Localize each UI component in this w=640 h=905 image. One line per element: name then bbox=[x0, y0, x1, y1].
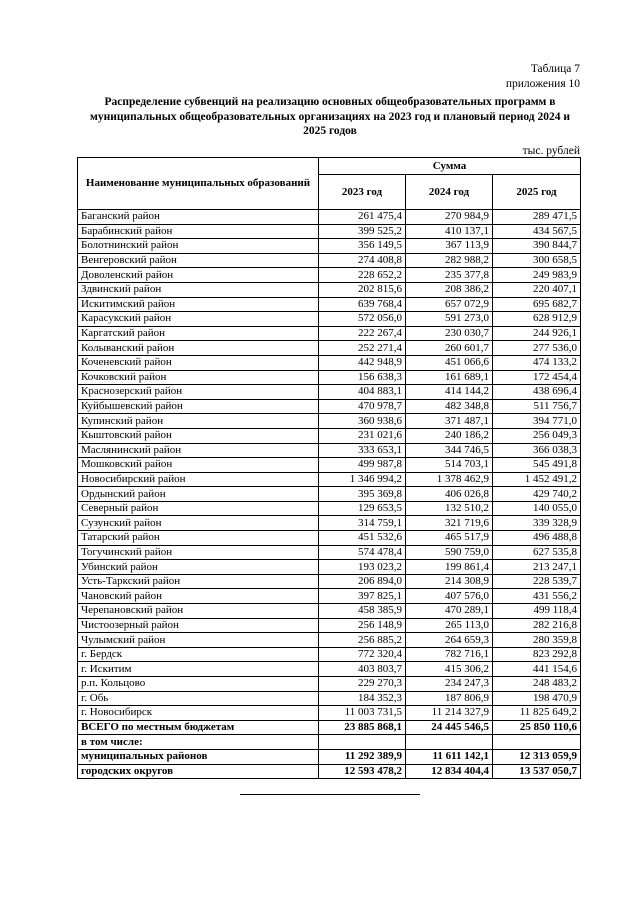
table-row bbox=[78, 604, 581, 619]
amount-cell: 590 759,0 bbox=[406, 545, 493, 560]
amount-cell: 282 216,8 bbox=[493, 618, 581, 633]
municipality-name: Купинский район bbox=[78, 414, 319, 429]
amount-cell: 772 320,4 bbox=[319, 647, 406, 662]
amount-cell: 132 510,2 bbox=[406, 501, 493, 516]
table-row bbox=[78, 458, 581, 473]
amount-cell: 627 535,8 bbox=[493, 545, 581, 560]
table-row bbox=[78, 589, 581, 604]
amount-cell: 11 825 649,2 bbox=[493, 706, 581, 721]
amount-cell: 451 066,6 bbox=[406, 355, 493, 370]
amount-cell: 161 689,1 bbox=[406, 370, 493, 385]
amount-cell: 397 825,1 bbox=[319, 589, 406, 604]
municipal-row bbox=[78, 749, 581, 764]
amount-cell: 395 369,8 bbox=[319, 487, 406, 502]
table-row bbox=[78, 662, 581, 677]
amount-cell: 410 137,1 bbox=[406, 224, 493, 239]
municipality-name: Карасукский район bbox=[78, 312, 319, 327]
amount-cell: 470 978,7 bbox=[319, 399, 406, 414]
table-row bbox=[78, 472, 581, 487]
urban-row bbox=[78, 764, 581, 779]
amount-cell: 321 719,6 bbox=[406, 516, 493, 531]
column-header-year: 2024 год bbox=[406, 175, 493, 210]
amount-cell: 282 988,2 bbox=[406, 253, 493, 268]
municipal-2025: 12 313 059,9 bbox=[493, 749, 581, 764]
amount-cell: 404 883,1 bbox=[319, 385, 406, 400]
table-number: Таблица 7 bbox=[530, 63, 580, 75]
municipality-name: Венгеровский район bbox=[78, 253, 319, 268]
table-row bbox=[78, 385, 581, 400]
subsidy-table bbox=[77, 157, 581, 779]
amount-cell: 249 983,9 bbox=[493, 268, 581, 283]
municipality-name: Болотнинский район bbox=[78, 239, 319, 254]
municipality-name: Мошковский район bbox=[78, 458, 319, 473]
amount-cell: 230 030,7 bbox=[406, 326, 493, 341]
amount-cell: 184 352,3 bbox=[319, 691, 406, 706]
amount-cell: 199 861,4 bbox=[406, 560, 493, 575]
municipality-name: Каргатский район bbox=[78, 326, 319, 341]
municipality-name: Татарский район bbox=[78, 531, 319, 546]
municipality-name: Черепановский район bbox=[78, 604, 319, 619]
municipality-name: р.п. Кольцово bbox=[78, 677, 319, 692]
footer-divider bbox=[240, 794, 420, 795]
amount-cell: 198 470,9 bbox=[493, 691, 581, 706]
municipality-name: Коченевский район bbox=[78, 355, 319, 370]
amount-cell: 465 517,9 bbox=[406, 531, 493, 546]
municipality-name: г. Новосибирск bbox=[78, 706, 319, 721]
amount-cell: 367 113,9 bbox=[406, 239, 493, 254]
amount-cell: 193 023,2 bbox=[319, 560, 406, 575]
municipality-name: Новосибирский район bbox=[78, 472, 319, 487]
urban-2024: 12 834 404,4 bbox=[406, 764, 493, 779]
table-row bbox=[78, 399, 581, 414]
amount-cell: 339 328,9 bbox=[493, 516, 581, 531]
amount-cell: 499 118,4 bbox=[493, 604, 581, 619]
amount-cell: 314 759,1 bbox=[319, 516, 406, 531]
municipality-name: Краснозерский район bbox=[78, 385, 319, 400]
municipality-name: Куйбышевский район bbox=[78, 399, 319, 414]
table-row bbox=[78, 691, 581, 706]
amount-cell: 657 072,9 bbox=[406, 297, 493, 312]
amount-cell: 1 378 462,9 bbox=[406, 472, 493, 487]
amount-cell: 187 806,9 bbox=[406, 691, 493, 706]
amount-cell: 441 154,6 bbox=[493, 662, 581, 677]
amount-cell: 431 556,2 bbox=[493, 589, 581, 604]
amount-cell: 451 532,6 bbox=[319, 531, 406, 546]
amount-cell: 228 652,2 bbox=[319, 268, 406, 283]
municipality-name: Искитимский район bbox=[78, 297, 319, 312]
amount-cell: 229 270,3 bbox=[319, 677, 406, 692]
amount-cell: 474 133,2 bbox=[493, 355, 581, 370]
municipal-2023: 11 292 389,9 bbox=[319, 749, 406, 764]
amount-cell: 228 539,7 bbox=[493, 574, 581, 589]
amount-cell: 782 716,1 bbox=[406, 647, 493, 662]
amount-cell: 214 308,9 bbox=[406, 574, 493, 589]
amount-cell: 639 768,4 bbox=[319, 297, 406, 312]
municipality-name: Кыштовский район bbox=[78, 428, 319, 443]
municipality-name: Убинский район bbox=[78, 560, 319, 575]
table-row bbox=[78, 501, 581, 516]
table-row bbox=[78, 414, 581, 429]
amount-cell: 264 659,3 bbox=[406, 633, 493, 648]
table-row bbox=[78, 312, 581, 327]
amount-cell: 394 771,0 bbox=[493, 414, 581, 429]
amount-cell: 514 703,1 bbox=[406, 458, 493, 473]
amount-cell: 407 576,0 bbox=[406, 589, 493, 604]
amount-cell: 458 385,9 bbox=[319, 604, 406, 619]
amount-cell: 11 214 327,9 bbox=[406, 706, 493, 721]
table-row bbox=[78, 487, 581, 502]
municipal-label: муниципальных районов bbox=[78, 749, 319, 764]
amount-cell: 360 938,6 bbox=[319, 414, 406, 429]
municipality-name: Барабинский район bbox=[78, 224, 319, 239]
urban-2023: 12 593 478,2 bbox=[319, 764, 406, 779]
amount-cell: 574 478,4 bbox=[319, 545, 406, 560]
amount-cell: 356 149,5 bbox=[319, 239, 406, 254]
units-label: тыс. рублей bbox=[522, 145, 580, 157]
municipality-name: Доволенский район bbox=[78, 268, 319, 283]
table-row bbox=[78, 677, 581, 692]
table-row bbox=[78, 516, 581, 531]
municipality-name: Усть-Таркский район bbox=[78, 574, 319, 589]
amount-cell: 252 271,4 bbox=[319, 341, 406, 356]
amount-cell: 140 055,0 bbox=[493, 501, 581, 516]
amount-cell: 270 984,9 bbox=[406, 210, 493, 225]
amount-cell: 208 386,2 bbox=[406, 282, 493, 297]
amount-cell: 289 471,5 bbox=[493, 210, 581, 225]
amount-cell: 265 113,0 bbox=[406, 618, 493, 633]
amount-cell: 129 653,5 bbox=[319, 501, 406, 516]
amount-cell: 220 407,1 bbox=[493, 282, 581, 297]
table-row bbox=[78, 706, 581, 721]
amount-cell: 511 756,7 bbox=[493, 399, 581, 414]
amount-cell: 438 696,4 bbox=[493, 385, 581, 400]
amount-cell: 628 912,9 bbox=[493, 312, 581, 327]
amount-cell: 256 148,9 bbox=[319, 618, 406, 633]
table-row bbox=[78, 428, 581, 443]
amount-cell: 545 491,8 bbox=[493, 458, 581, 473]
municipality-name: Чистоозерный район bbox=[78, 618, 319, 633]
urban-label: городских округов bbox=[78, 764, 319, 779]
amount-cell: 414 144,2 bbox=[406, 385, 493, 400]
amount-cell: 260 601,7 bbox=[406, 341, 493, 356]
amount-cell: 390 844,7 bbox=[493, 239, 581, 254]
column-header-name: Наименование муниципальных образований bbox=[78, 158, 319, 210]
amount-cell: 434 567,5 bbox=[493, 224, 581, 239]
municipality-name: г. Искитим bbox=[78, 662, 319, 677]
table-row bbox=[78, 633, 581, 648]
total-label: ВСЕГО по местным бюджетам bbox=[78, 720, 319, 735]
municipality-name: Кочковский район bbox=[78, 370, 319, 385]
amount-cell: 371 487,1 bbox=[406, 414, 493, 429]
amount-cell: 300 658,5 bbox=[493, 253, 581, 268]
municipality-name: Колыванский район bbox=[78, 341, 319, 356]
municipality-name: г. Обь bbox=[78, 691, 319, 706]
table-row bbox=[78, 545, 581, 560]
table-row bbox=[78, 268, 581, 283]
amount-cell: 261 475,4 bbox=[319, 210, 406, 225]
amount-cell: 274 408,8 bbox=[319, 253, 406, 268]
amount-cell: 172 454,4 bbox=[493, 370, 581, 385]
amount-cell: 403 803,7 bbox=[319, 662, 406, 677]
column-header-year: 2025 год bbox=[493, 175, 581, 210]
table-row bbox=[78, 239, 581, 254]
amount-cell: 280 359,8 bbox=[493, 633, 581, 648]
amount-cell: 333 653,1 bbox=[319, 443, 406, 458]
amount-cell: 442 948,9 bbox=[319, 355, 406, 370]
amount-cell: 11 003 731,5 bbox=[319, 706, 406, 721]
amount-cell: 206 894,0 bbox=[319, 574, 406, 589]
document-title: Распределение субвенций на реализацию основных общеобразовательных программ в муниципальных общеобразовательных организациях на 2023 год и плановый период 2024 и 2025 годов bbox=[90, 96, 570, 137]
municipality-name: г. Бердск bbox=[78, 647, 319, 662]
amount-cell: 248 483,2 bbox=[493, 677, 581, 692]
amount-cell: 591 273,0 bbox=[406, 312, 493, 327]
urban-2025: 13 537 050,7 bbox=[493, 764, 581, 779]
amount-cell: 695 682,7 bbox=[493, 297, 581, 312]
table-row bbox=[78, 326, 581, 341]
table-row bbox=[78, 210, 581, 225]
municipality-name: Чулымский район bbox=[78, 633, 319, 648]
amount-cell: 406 026,8 bbox=[406, 487, 493, 502]
table-summary bbox=[78, 720, 581, 778]
municipality-name: Северный район bbox=[78, 501, 319, 516]
amount-cell: 231 021,6 bbox=[319, 428, 406, 443]
amount-cell: 235 377,8 bbox=[406, 268, 493, 283]
table-row bbox=[78, 224, 581, 239]
total-row bbox=[78, 720, 581, 735]
table-body bbox=[78, 210, 581, 721]
municipality-name: Чановский район bbox=[78, 589, 319, 604]
amount-cell: 256 049,3 bbox=[493, 428, 581, 443]
amount-cell: 240 186,2 bbox=[406, 428, 493, 443]
amount-cell: 202 815,6 bbox=[319, 282, 406, 297]
municipality-name: Баганский район bbox=[78, 210, 319, 225]
amount-cell: 470 289,1 bbox=[406, 604, 493, 619]
table-row bbox=[78, 297, 581, 312]
amount-cell: 277 536,0 bbox=[493, 341, 581, 356]
appendix-label: приложения 10 bbox=[505, 78, 580, 90]
amount-cell: 244 926,1 bbox=[493, 326, 581, 341]
municipality-name: Ордынский район bbox=[78, 487, 319, 502]
amount-cell: 415 306,2 bbox=[406, 662, 493, 677]
amount-cell: 1 452 491,2 bbox=[493, 472, 581, 487]
table-row bbox=[78, 253, 581, 268]
including-row bbox=[78, 735, 581, 750]
amount-cell: 213 247,1 bbox=[493, 560, 581, 575]
amount-cell: 234 247,3 bbox=[406, 677, 493, 692]
amount-cell: 366 038,3 bbox=[493, 443, 581, 458]
total-2023: 23 885 868,1 bbox=[319, 720, 406, 735]
municipality-name: Сузунский район bbox=[78, 516, 319, 531]
amount-cell: 823 292,8 bbox=[493, 647, 581, 662]
table-row bbox=[78, 531, 581, 546]
table-row bbox=[78, 282, 581, 297]
amount-cell: 496 488,8 bbox=[493, 531, 581, 546]
amount-cell: 482 348,8 bbox=[406, 399, 493, 414]
amount-cell: 222 267,4 bbox=[319, 326, 406, 341]
municipality-name: Маслянинский район bbox=[78, 443, 319, 458]
including-label: в том числе: bbox=[78, 735, 319, 750]
table-row bbox=[78, 618, 581, 633]
column-header-sum: Сумма bbox=[319, 158, 581, 175]
amount-cell: 399 525,2 bbox=[319, 224, 406, 239]
municipal-2024: 11 611 142,1 bbox=[406, 749, 493, 764]
table-row bbox=[78, 341, 581, 356]
amount-cell: 1 346 994,2 bbox=[319, 472, 406, 487]
amount-cell: 256 885,2 bbox=[319, 633, 406, 648]
amount-cell: 429 740,2 bbox=[493, 487, 581, 502]
municipality-name: Тогучинский район bbox=[78, 545, 319, 560]
amount-cell: 499 987,8 bbox=[319, 458, 406, 473]
amount-cell: 344 746,5 bbox=[406, 443, 493, 458]
amount-cell: 572 056,0 bbox=[319, 312, 406, 327]
table-row bbox=[78, 560, 581, 575]
table-row bbox=[78, 370, 581, 385]
table-row bbox=[78, 574, 581, 589]
column-header-year: 2023 год bbox=[319, 175, 406, 210]
amount-cell: 156 638,3 bbox=[319, 370, 406, 385]
municipality-name: Здвинский район bbox=[78, 282, 319, 297]
table-row bbox=[78, 647, 581, 662]
table-row bbox=[78, 443, 581, 458]
total-2024: 24 445 546,5 bbox=[406, 720, 493, 735]
total-2025: 25 850 110,6 bbox=[493, 720, 581, 735]
table-row bbox=[78, 355, 581, 370]
